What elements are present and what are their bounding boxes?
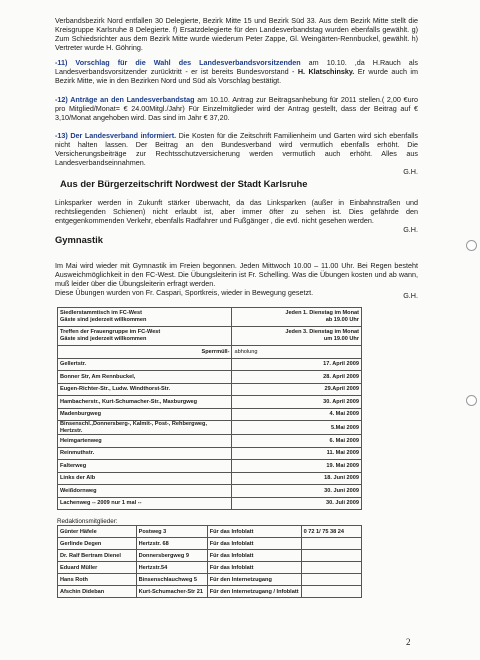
- table-row: [58, 497, 362, 510]
- signature: G.H.: [403, 225, 418, 234]
- section-title-buergerzeitschrift: Aus der Bürgerzeitschrift Nordwest der Stadt Karlsruhe: [60, 178, 308, 189]
- date-cell: 19. Mai 2009: [232, 460, 362, 473]
- member-role: Für das Infoblatt: [207, 562, 301, 574]
- street-cell: Links der Alb: [58, 472, 232, 485]
- header-left: Sperrmüll-: [58, 346, 232, 359]
- table-row: [58, 586, 362, 598]
- street-cell: Lachenweg -- 2009 nur 1 mal --: [58, 497, 232, 510]
- member-name: Günter Häfele: [58, 526, 137, 538]
- punch-hole: [466, 395, 477, 406]
- schedule-event-row: [58, 308, 362, 327]
- editorial-table: [57, 525, 362, 598]
- date-cell: 28. April 2009: [232, 371, 362, 384]
- date-cell: 29.April 2009: [232, 383, 362, 396]
- table-row: [58, 435, 362, 448]
- member-phone: [301, 538, 361, 550]
- street-cell: Gellertstr.: [58, 358, 232, 371]
- table-row: [58, 472, 362, 485]
- page-number: 2: [406, 637, 411, 647]
- editorial-label: Redaktionsmitglieder:: [57, 518, 118, 525]
- member-name: Dr. Ralf Bertram Dienel: [58, 550, 137, 562]
- punch-hole: [466, 240, 477, 251]
- member-phone: [301, 550, 361, 562]
- member-address: Postweg 3: [136, 526, 207, 538]
- date-cell: 17. April 2009: [232, 358, 362, 371]
- member-role: Für das Infoblatt: [207, 538, 301, 550]
- header-right: abholung: [232, 346, 362, 359]
- date-cell: 5.Mai 2009: [232, 421, 362, 435]
- street-cell: Weißdornweg: [58, 485, 232, 498]
- table-row: [58, 562, 362, 574]
- event-time: Jeden 1. Dienstag im Monat ab 19.00 Uhr: [232, 308, 362, 327]
- member-name: Eduard Müller: [58, 562, 137, 574]
- table-row: [58, 526, 362, 538]
- street-cell: Eugen-Richter-Str., Ludw. Windthorst-Str.: [58, 383, 232, 396]
- street-cell: Falterweg: [58, 460, 232, 473]
- item-13: -13) Der Landesverband informiert. Die Kosten für die Zeitschrift Familienheim und Garten wird sich ebenfalls nicht halten lassen. Der Beitrag an den Bundesverband wird vermutlich ebenfalls erhöht. Die Versicherungsbeiträge zur Rechtsschutzversicherung werden vermutlich auch erhöht. Alles aus Landesverbandseinnahmen. G.H.: [55, 131, 418, 176]
- member-address: Kurt-Schumacher-Str 21: [136, 586, 207, 598]
- table-row: [58, 574, 362, 586]
- date-cell: 30. April 2009: [232, 396, 362, 409]
- table-row: [58, 396, 362, 409]
- date-cell: 6. Mai 2009: [232, 435, 362, 448]
- table-row: [58, 371, 362, 384]
- member-name: Hans Roth: [58, 574, 137, 586]
- section-text-gymnastik: Im Mai wird wieder mit Gymnastik im Freien begonnen. Jeden Mittwoch 10.00 – 11.00 Uhr. Bei Regen besteht Ausweichmöglichkeit in den FC-West. Die Übungsleiterin ist Fr. Schelling. Was die Übungen kosten und ab wann, muß leider über die Übungsleiterin erfragt werden. Diese Übungen wurden von Fr. Caspari, Sportkreis, wieder in Bewegung gesetzt.: [55, 261, 418, 297]
- date-cell: 4. Mai 2009: [232, 408, 362, 421]
- table-row: [58, 460, 362, 473]
- event-name: Treffen der Frauengruppe im FC-West Gäste sind jederzeit willkommen: [58, 327, 232, 346]
- member-phone: 0 72 1/ 75 38 24: [301, 526, 361, 538]
- schedule-header-row: [58, 346, 362, 359]
- section-text-buergerzeitschrift: Linksparker werden in Zukunft stärker überwacht, da das Linksparken (außer in Einbahnstraßen und rechtsliegenden Schienen) nicht erlaubt ist, aber immer öfter zu sehen ist. Dies gefährde den entgegenkommenden Verkehr, ebenfalls Radfahrer und Fußgänger , die evtl. nicht gesehen werden. G.H.: [55, 198, 418, 234]
- date-cell: 11. Mai 2009: [232, 447, 362, 460]
- signature: G.H.: [403, 167, 418, 176]
- member-name: Gerlinde Degen: [58, 538, 137, 550]
- street-cell: Reinmuthstr.: [58, 447, 232, 460]
- member-phone: [301, 586, 361, 598]
- member-role: Für das Infoblatt: [207, 550, 301, 562]
- member-phone: [301, 562, 361, 574]
- item-11: -11) Vorschlag für die Wahl des Landesverbandsvorsitzenden am 10.10. ,da H.Rauch als Landesverbandsvorsitzender zurücktritt - er ist bereits Bundesvorstand - H. Klatschinsky. Er wurde auch im Bezirk Mitte, wie in den Bezirken Nord und Süd als Vorschlag bestätigt.: [55, 58, 418, 85]
- street-cell: Madenburgweg: [58, 408, 232, 421]
- member-name: Afschin Dideban: [58, 586, 137, 598]
- table-row: [58, 538, 362, 550]
- date-cell: 18. Juni 2009: [232, 472, 362, 485]
- table-row: [58, 421, 362, 435]
- member-address: Donnersbergweg 9: [136, 550, 207, 562]
- table-row: [58, 550, 362, 562]
- member-address: Hertzstr.54: [136, 562, 207, 574]
- table-row: [58, 408, 362, 421]
- date-cell: 30. Juli 2009: [232, 497, 362, 510]
- member-address: Hertzstr. 68: [136, 538, 207, 550]
- item-12: -12) Anträge an den Landesverbandstag am 10.10. Antrag zur Beitragsanhebung für 2011 stellen.( 2,00 €uro pro Mitglied/Monat= € 24.00Mitgl./Jahr) Für Einzelmitglieder wird der Antrag gestellt, dass der Beitrag auf € 3,10/Monat angehoben wird. Das sind im Jahr € 37,20.: [55, 95, 418, 122]
- date-cell: 30. Juni 2009: [232, 485, 362, 498]
- street-cell: Binsenschl.,Donnersberg-, Kalmit-, Post-, Rehbergweg, Hertzstr.: [58, 421, 232, 435]
- table-row: [58, 383, 362, 396]
- event-name: Siedlerstammtisch im FC-West Gäste sind jederzeit willkommen: [58, 308, 232, 327]
- intro-paragraph: Verbandsbezirk Nord entfallen 30 Delegierte, Bezirk Mitte 15 und Bezirk Süd 33. Aus dem Bezirk Mitte stellt die Kreisgruppe Karlsruhe 8 Delegierte. f) Ersatzdelegierte für den Landesverbandstag wurden ebenfalls gewählt. g) Zum Schiedsrichter aus dem Bezirk Mitte wurde wiederum Peter Zappe, Gl. Weingärten-Rennbuckel, gewählt. h) Vertreter wurde H. Göhring.: [55, 16, 418, 52]
- schedule-event-row: [58, 327, 362, 346]
- member-role: Für den Internetzugang: [207, 574, 301, 586]
- street-cell: Heimgartenweg: [58, 435, 232, 448]
- member-role: Für das Infoblatt: [207, 526, 301, 538]
- section-title-gymnastik: Gymnastik: [55, 234, 103, 245]
- member-address: Binsenschlauchweg 5: [136, 574, 207, 586]
- member-role: Für den Internetzugang / Infoblatt: [207, 586, 301, 598]
- street-cell: Bonner Str, Am Rennbuckel,: [58, 371, 232, 384]
- event-time: Jeden 3. Dienstag im Monat um 19.00 Uhr: [232, 327, 362, 346]
- table-row: [58, 447, 362, 460]
- signature: G.H.: [403, 291, 418, 300]
- street-cell: Hambacherstr., Kurt-Schumacher-Str., Maxburgweg: [58, 396, 232, 409]
- table-row: [58, 485, 362, 498]
- schedule-table: [57, 307, 362, 510]
- member-phone: [301, 574, 361, 586]
- table-row: [58, 358, 362, 371]
